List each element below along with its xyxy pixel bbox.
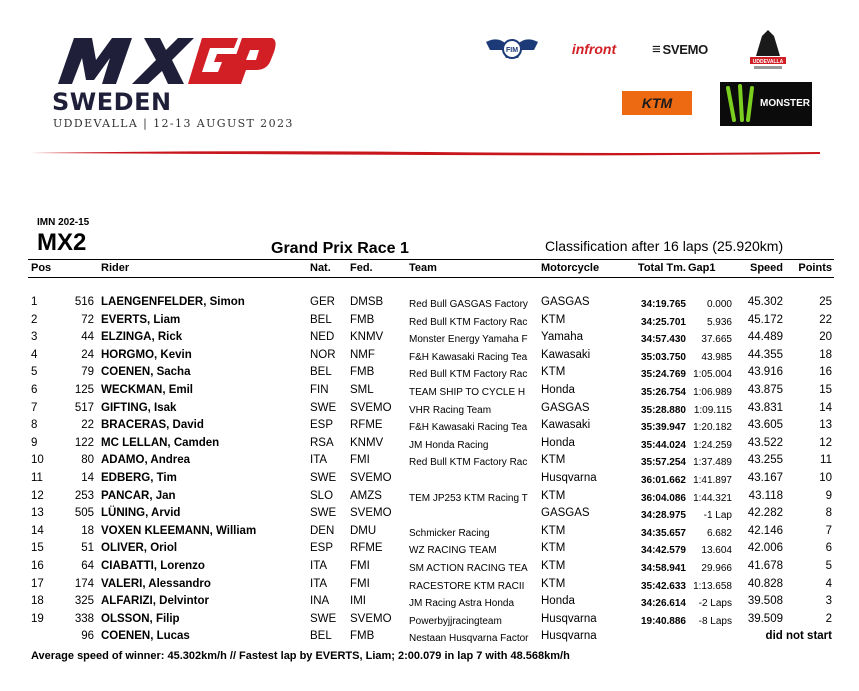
table-row [0, 331, 859, 348]
row-fed: FMB [350, 366, 375, 379]
table-row [0, 525, 859, 542]
row-total-time: 35:57.254 [640, 457, 686, 469]
event-subtitle: UDDEVALLA | 12-13 AUGUST 2023 [53, 117, 294, 130]
row-motorcycle: Kawasaki [541, 419, 591, 432]
row-speed: 43.605 [747, 419, 783, 432]
row-nat: FIN [310, 384, 329, 396]
row-nat: INA [310, 595, 330, 608]
row-gap: -1 Lap [703, 510, 732, 522]
row-pos: 15 [31, 542, 44, 555]
row-rider: BRACERAS, David [101, 419, 204, 432]
row-pos: 16 [31, 560, 44, 572]
row-total-time: 34:35.657 [640, 527, 686, 539]
row-total-time: 35:26.754 [640, 387, 686, 398]
ktm-logo: KTM [622, 91, 692, 115]
svg-text:UDDEVALLA: UDDEVALLA [752, 59, 784, 65]
row-nat: SWE [310, 507, 337, 520]
class-title: MX2 [37, 229, 87, 256]
row-gap: 1:06.989 [693, 387, 732, 398]
row-nat: ITA [310, 454, 328, 467]
row-number: 18 [81, 524, 94, 537]
row-pos: 8 [31, 419, 38, 432]
row-number: 24 [81, 348, 94, 361]
monster-energy-logo [720, 82, 856, 126]
row-speed: 43.167 [747, 472, 783, 484]
table-row [0, 454, 859, 471]
row-points: 6 [825, 542, 832, 555]
row-pos: 1 [31, 296, 38, 308]
row-rider: LAENGENFELDER, Simon [101, 296, 245, 308]
table-row [0, 595, 859, 612]
row-speed: 43.522 [747, 436, 783, 449]
row-number: 51 [81, 542, 94, 555]
row-number: 253 [74, 489, 94, 502]
row-team: Red Bull KTM Factory Rac [409, 369, 528, 381]
row-nat: ESP [310, 542, 334, 555]
row-fed: FMI [350, 577, 370, 590]
col-gap: Gap1 [688, 262, 716, 274]
row-points: 2 [825, 612, 832, 625]
row-points: 3 [825, 595, 832, 608]
row-total-time: 34:42.579 [640, 545, 686, 557]
row-rider: ALFARIZI, Delvintor [101, 595, 209, 608]
row-number: 64 [81, 560, 94, 572]
col-speed: Speed [749, 262, 783, 274]
row-speed: 44.355 [747, 348, 783, 361]
row-number: 22 [81, 419, 94, 432]
race-title: Grand Prix Race 1 [271, 240, 409, 257]
row-motorcycle: GASGAS [541, 296, 590, 308]
row-team: WZ RACING TEAM [409, 545, 497, 557]
row-points: 12 [819, 436, 832, 449]
row-pos: 7 [31, 401, 38, 414]
row-team: Nestaan Husqvarna Factor [409, 633, 529, 645]
row-rider: VALERI, Alessandro [101, 577, 211, 590]
table-row [0, 402, 859, 419]
row-number: 338 [74, 612, 94, 625]
row-total-time: 34:28.975 [640, 510, 686, 522]
row-fed: AMZS [350, 489, 382, 502]
row-fed: SVEMO [350, 507, 392, 520]
row-pos: 19 [31, 612, 44, 625]
row-nat: SWE [310, 612, 337, 625]
header-divider [30, 150, 820, 156]
row-pos: 11 [31, 472, 43, 484]
row-fed: FMB [350, 630, 375, 643]
row-team: F&H Kawasaki Racing Tea [409, 422, 528, 434]
col-rider: Rider [101, 262, 130, 274]
row-total-time: 34:58.941 [640, 563, 686, 574]
svemo-text: SVEMO [662, 41, 708, 57]
row-rider: COENEN, Sacha [101, 366, 191, 379]
row-total-time: 35:24.769 [640, 369, 686, 381]
svemo-logo: ≡ SVEMO [652, 40, 708, 58]
row-pos: 4 [31, 348, 38, 361]
row-number: 517 [74, 401, 94, 414]
row-motorcycle: Honda [541, 595, 575, 608]
row-speed: 45.172 [747, 313, 783, 326]
row-number: 79 [81, 366, 94, 379]
row-motorcycle: KTM [541, 454, 566, 467]
row-fed: KNMV [350, 436, 384, 449]
row-motorcycle: Husqvarna [541, 630, 597, 643]
row-gap: 1:24.259 [693, 439, 732, 451]
row-rider: MC LELLAN, Camden [101, 436, 220, 449]
table-row [0, 630, 859, 647]
row-motorcycle: GASGAS [541, 401, 590, 414]
row-speed: 43.875 [747, 384, 783, 396]
row-points: 22 [819, 313, 832, 326]
col-points: Points [798, 262, 832, 274]
row-fed: RFME [350, 419, 383, 432]
row-pos: 5 [31, 366, 38, 379]
row-fed: SML [350, 384, 374, 396]
row-speed: 39.509 [747, 612, 783, 625]
row-pos: 6 [31, 384, 38, 396]
row-speed: 42.282 [747, 507, 783, 520]
row-gap: 1:41.897 [693, 475, 732, 486]
row-points: 25 [819, 296, 832, 308]
col-nat: Nat. [310, 262, 331, 274]
table-row [0, 314, 859, 331]
row-fed: KNMV [350, 331, 384, 344]
row-rider: ELZINGA, Rick [101, 331, 183, 344]
row-nat: BEL [310, 630, 332, 643]
row-fed: DMU [350, 524, 377, 537]
row-nat: DEN [310, 524, 335, 537]
row-gap: 6.682 [706, 527, 732, 539]
table-header-rule [28, 277, 834, 278]
row-fed: SVEMO [350, 612, 392, 625]
table-row [0, 578, 859, 595]
row-number: 516 [74, 296, 94, 308]
row-pos: 18 [31, 595, 44, 608]
row-number: 80 [81, 454, 94, 467]
table-row [0, 472, 859, 489]
row-fed: FMB [350, 313, 375, 326]
row-pos: 12 [31, 489, 44, 502]
row-speed: 42.006 [747, 542, 783, 555]
row-rider: EVERTS, Liam [101, 313, 181, 326]
row-speed: 40.828 [747, 577, 783, 590]
row-total-time: 35:44.024 [640, 439, 686, 451]
row-pos: 17 [31, 577, 44, 590]
row-team: SM ACTION RACING TEA [409, 563, 528, 574]
row-fed: FMI [350, 560, 370, 572]
row-speed: 39.508 [747, 595, 783, 608]
row-motorcycle: Yamaha [541, 331, 583, 344]
table-row [0, 419, 859, 436]
row-number: 96 [81, 630, 94, 643]
row-speed: 42.146 [747, 524, 783, 537]
imn-code: IMN 202-15 [37, 217, 90, 228]
row-rider: PANCAR, Jan [101, 489, 176, 502]
table-row [0, 384, 859, 401]
row-rider: OLSSON, Filip [101, 612, 180, 625]
row-motorcycle: KTM [541, 542, 566, 555]
row-total-time: 34:26.614 [640, 598, 686, 610]
row-gap: 13.604 [701, 545, 732, 557]
row-gap: 1:09.115 [693, 404, 732, 416]
row-fed: SVEMO [350, 401, 392, 414]
row-nat: RSA [310, 436, 334, 449]
row-nat: NED [310, 331, 335, 344]
row-number: 122 [74, 436, 94, 449]
row-motorcycle: Husqvarna [541, 612, 597, 625]
row-points: 16 [819, 366, 832, 379]
row-rider: OLIVER, Oriol [101, 542, 178, 555]
row-speed: 45.302 [747, 296, 783, 308]
row-speed: 44.489 [747, 331, 783, 344]
row-motorcycle: Kawasaki [541, 348, 591, 361]
row-team: JM Racing Astra Honda [409, 598, 515, 610]
row-total-time: 35:28.880 [640, 404, 686, 416]
row-motorcycle: KTM [541, 366, 566, 379]
row-gap: 1:37.489 [693, 457, 732, 469]
row-number: 14 [81, 472, 94, 484]
row-points: 9 [825, 489, 832, 502]
row-fed: FMI [350, 454, 370, 467]
row-gap: 1:05.004 [693, 369, 732, 381]
row-rider: LÜNING, Arvid [101, 507, 181, 520]
table-row [0, 507, 859, 524]
row-gap: 37.665 [701, 334, 732, 346]
row-points: 14 [819, 401, 832, 414]
row-gap: 1:13.658 [693, 580, 732, 592]
row-points: 15 [819, 384, 832, 396]
col-fed: Fed. [350, 262, 373, 274]
table-row [0, 613, 859, 630]
col-team: Team [409, 262, 437, 274]
row-total-time: 35:03.750 [640, 351, 686, 363]
table-row [0, 560, 859, 577]
row-number: 72 [81, 313, 94, 326]
row-points: 5 [825, 560, 832, 572]
row-rider: GIFTING, Isak [101, 401, 177, 414]
row-rider: HORGMO, Kevin [101, 348, 192, 361]
row-speed: 43.255 [747, 454, 783, 467]
row-fed: SVEMO [350, 472, 392, 484]
row-number: 325 [74, 595, 94, 608]
row-total-time: 36:04.086 [640, 492, 686, 504]
row-team: Red Bull KTM Factory Rac [409, 316, 528, 328]
row-team: RACESTORE KTM RACII [409, 580, 525, 592]
row-rider: COENEN, Lucas [101, 630, 190, 643]
row-team: F&H Kawasaki Racing Tea [409, 351, 528, 363]
row-rider: CIABATTI, Lorenzo [101, 560, 205, 572]
row-nat: GER [310, 296, 335, 308]
row-total-time: 19:40.886 [640, 615, 686, 627]
row-nat: ESP [310, 419, 334, 432]
row-fed: RFME [350, 542, 383, 555]
row-team: TEAM SHIP TO CYCLE H [409, 387, 526, 398]
row-number: 125 [74, 384, 94, 396]
row-points: 4 [825, 577, 832, 590]
row-team: Monster Energy Yamaha F [409, 334, 528, 346]
table-row [0, 490, 859, 507]
row-nat: BEL [310, 313, 332, 326]
row-nat: BEL [310, 366, 332, 379]
row-motorcycle: Honda [541, 384, 575, 396]
row-total-time: 35:39.947 [640, 422, 686, 434]
row-pos: 3 [31, 331, 38, 344]
row-pos: 9 [31, 436, 38, 449]
row-rider: WECKMAN, Emil [101, 384, 193, 396]
row-nat: ITA [310, 577, 328, 590]
row-rider: VOXEN KLEEMANN, William [101, 524, 257, 537]
row-team: JM Honda Racing [409, 439, 489, 451]
row-fed: IMI [350, 595, 366, 608]
row-pos: 2 [31, 313, 38, 326]
row-nat: SLO [310, 489, 334, 502]
row-number: 505 [74, 507, 94, 520]
row-team: TEM JP253 KTM Racing T [409, 492, 528, 504]
row-points: 8 [825, 507, 832, 520]
row-gap: 5.936 [706, 316, 732, 328]
row-motorcycle: Husqvarna [541, 472, 597, 484]
uddevalla-logo [748, 26, 788, 72]
row-speed: 43.831 [747, 401, 783, 414]
row-nat: ITA [310, 560, 328, 572]
infront-logo: infront [571, 41, 617, 57]
row-points: 7 [825, 524, 832, 537]
row-nat: SWE [310, 401, 337, 414]
row-nat: NOR [310, 348, 336, 361]
row-motorcycle: KTM [541, 489, 566, 502]
row-gap: -2 Laps [698, 598, 732, 610]
row-total-time: 34:57.430 [640, 334, 686, 346]
row-speed: 43.916 [747, 366, 783, 379]
row-nat: SWE [310, 472, 337, 484]
row-total-time: 34:25.701 [640, 316, 686, 328]
row-speed: 41.678 [747, 560, 783, 572]
svg-text:MONSTER ENERGY: MONSTER ENERGY [760, 98, 856, 109]
table-row [0, 296, 859, 313]
mxgp-logo [52, 26, 274, 90]
table-row [0, 437, 859, 454]
row-gap: 43.985 [701, 351, 732, 363]
event-title: SWEDEN [52, 88, 172, 116]
row-fed: NMF [350, 348, 375, 361]
row-rider: EDBERG, Tim [101, 472, 177, 484]
row-points: 13 [819, 419, 832, 432]
row-motorcycle: Honda [541, 436, 575, 449]
row-rider: ADAMO, Andrea [101, 454, 191, 467]
row-total-time: 36:01.662 [640, 475, 686, 486]
row-gap: 1:20.182 [693, 422, 732, 434]
row-speed: 43.118 [748, 489, 783, 502]
row-gap: -8 Laps [698, 615, 732, 627]
row-gap: 1:44.321 [693, 492, 732, 504]
row-pos: 14 [31, 524, 44, 537]
row-motorcycle: KTM [541, 313, 566, 326]
table-row [0, 366, 859, 383]
row-pos: 10 [31, 454, 44, 467]
race-footer: Average speed of winner: 45.302km/h // Fastest lap by EVERTS, Liam; 2:00.079 in lap 7 with 48.568km/h [31, 650, 570, 662]
table-row [0, 349, 859, 366]
col-total-time: Total Tm. [637, 262, 686, 274]
row-points: 10 [819, 472, 832, 484]
row-points: 18 [819, 348, 832, 361]
row-gap: 29.966 [701, 563, 732, 574]
fim-logo [484, 34, 540, 64]
row-total-time: 34:19.765 [640, 299, 686, 310]
row-number: 44 [81, 331, 94, 344]
row-number: 174 [74, 577, 94, 590]
row-motorcycle: KTM [541, 560, 566, 572]
row-team: Schmicker Racing [409, 527, 490, 539]
row-points: 11 [820, 454, 832, 467]
row-motorcycle: GASGAS [541, 507, 590, 520]
table-row [0, 542, 859, 559]
col-pos: Pos [31, 262, 52, 274]
row-gap: 0.000 [706, 299, 732, 310]
row-team: Powerbyjjracingteam [409, 615, 502, 627]
row-total-time: 35:42.633 [640, 580, 686, 592]
row-points: 20 [819, 331, 832, 344]
classification-info: Classification after 16 laps (25.920km) [545, 238, 784, 254]
row-motorcycle: KTM [541, 577, 566, 590]
table-top-rule [28, 259, 834, 260]
row-team: VHR Racing Team [409, 404, 492, 416]
svg-text:FIM: FIM [505, 47, 519, 54]
row-team: Red Bull GASGAS Factory [409, 299, 528, 310]
col-motorcycle: Motorcycle [541, 262, 600, 274]
row-pos: 13 [31, 507, 44, 520]
row-status: did not start [765, 630, 832, 643]
row-fed: DMSB [350, 296, 384, 308]
row-team: Red Bull KTM Factory Rac [409, 457, 528, 469]
row-motorcycle: KTM [541, 524, 566, 537]
